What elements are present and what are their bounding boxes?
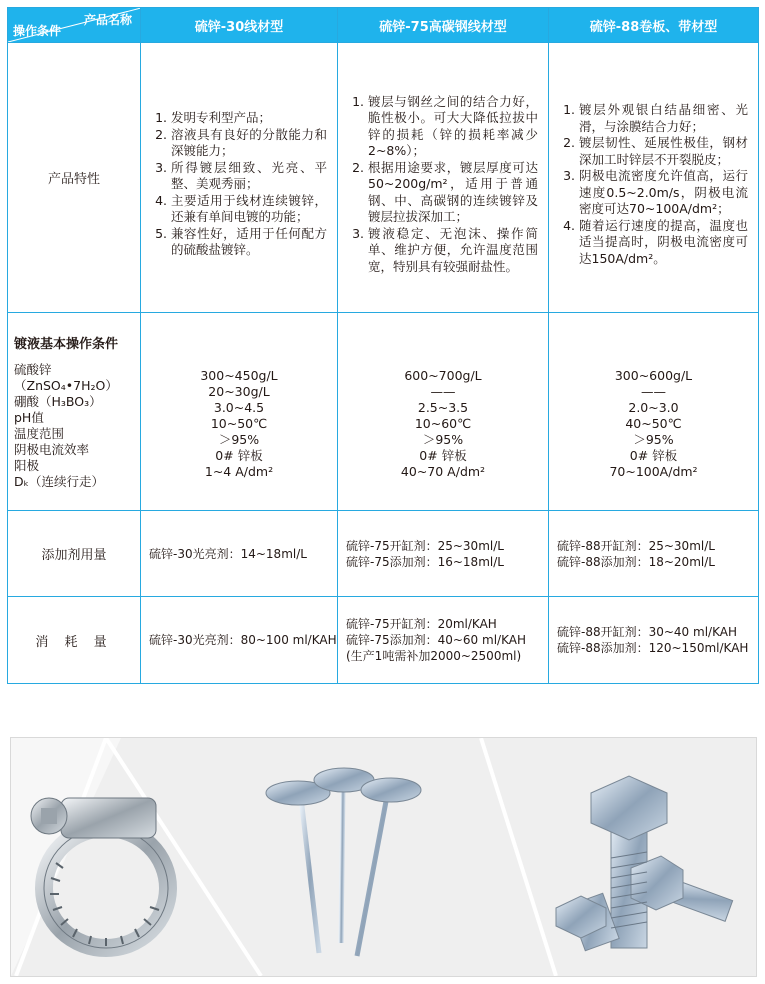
value: 0# 锌板 bbox=[419, 448, 467, 464]
consumption-label: 消 耗 量 bbox=[8, 597, 141, 684]
value: ＞95% bbox=[218, 432, 260, 448]
divider-line bbox=[481, 738, 556, 976]
additive-cell-3 bbox=[549, 510, 759, 597]
conditions-label-cell bbox=[8, 313, 141, 510]
param-boric-acid: 硼酸（H₃BO₃） bbox=[14, 393, 102, 409]
consumption-line: 硫锌-88开缸剂：30~40 ml/KAH bbox=[557, 625, 737, 640]
conditions-values-2 bbox=[338, 342, 548, 480]
list-item: 2. 溶液具有良好的分散能力和深镀能力； bbox=[155, 126, 327, 159]
additive-label: 添加剂用量 bbox=[8, 510, 141, 597]
list-item: 3. 镀液稳定、无泡沫、操作简单、维护方便，允许温度范围宽，特别具有较强耐盐性。 bbox=[352, 225, 538, 274]
value: 20~30g/L bbox=[208, 384, 270, 400]
features-cell-1 bbox=[141, 43, 338, 313]
value: 10~60℃ bbox=[414, 416, 472, 432]
list-item: 3. 所得镀层细致、光亮、平整、美观秀丽； bbox=[155, 159, 327, 192]
list-item: 2. 镀层韧性、延展性极佳，钢材深加工时锌层不开裂脱皮； bbox=[563, 135, 748, 167]
product-photo-band bbox=[10, 737, 757, 977]
conditions-cell-1 bbox=[141, 313, 338, 510]
features-list-2 bbox=[338, 94, 548, 276]
corner-header-cell bbox=[8, 8, 141, 43]
value: 3.0~4.5 bbox=[213, 400, 265, 416]
value: 70~100A/dm² bbox=[609, 464, 698, 480]
additive-line: 硫锌-30光亮剂：14~18ml/L bbox=[149, 546, 307, 561]
consumption-row bbox=[8, 597, 759, 684]
features-label: 产品特性 bbox=[8, 43, 141, 313]
param-current-density: Dₖ（连续行走） bbox=[14, 473, 104, 489]
value: 2.5~3.5 bbox=[417, 400, 469, 416]
list-item: 4. 主要适用于线材连续镀锌，还兼有单间电镀的功能； bbox=[155, 192, 327, 225]
conditions-values-1 bbox=[141, 342, 337, 480]
additive-cell-1 bbox=[141, 510, 338, 597]
list-item: 4. 随着运行速度的提高，温度也适当提高时，阴极电流密度可达150A/dm²。 bbox=[563, 217, 748, 266]
additive-line: 硫锌-88开缸剂：25~30ml/L bbox=[557, 538, 715, 553]
consumption-cell-2 bbox=[338, 597, 549, 684]
value: 2.0~3.0 bbox=[628, 400, 679, 416]
consumption-line: (生产1吨需补加2000~2500ml) bbox=[346, 649, 522, 664]
value: 600~700g/L bbox=[404, 368, 482, 384]
param-cathode-efficiency: 阴极电流效率 bbox=[14, 441, 90, 457]
conditions-title: 镀液基本操作条件 bbox=[14, 336, 119, 352]
list-item: 5. 兼容性好，适用于任何配方的硫酸盐镀锌。 bbox=[155, 225, 327, 258]
spec-table bbox=[7, 7, 759, 684]
value: 10~50℃ bbox=[210, 416, 268, 432]
value: 0# 锌板 bbox=[215, 448, 263, 464]
value: 1~4 A/dm² bbox=[204, 464, 274, 480]
conditions-cell-3 bbox=[549, 313, 759, 510]
list-item: 2. 根据用途要求，镀层厚度可达50~200g/m²，适用于普通钢、中、高碳钢的连续镀锌及镀层拉拔深加工； bbox=[352, 159, 538, 225]
consumption-cell-3 bbox=[549, 597, 759, 684]
product-header-1: 硫锌-30线材型 bbox=[141, 8, 338, 43]
list-item: 1. 镀层与钢丝之间的结合力好，脆性极小。可大大降低拉拔中锌的损耗（锌的损耗率减少2~8%）； bbox=[352, 93, 538, 159]
consumption-line: 硫锌-88添加剂：120~150ml/KAH bbox=[557, 641, 749, 656]
features-cell-2 bbox=[338, 43, 549, 313]
additive-row bbox=[8, 510, 759, 597]
consumption-line: 硫锌-30光亮剂：80~100 ml/KAH bbox=[149, 633, 337, 648]
value: ＞95% bbox=[633, 432, 674, 448]
consumption-line: 硫锌-75添加剂：40~60 ml/KAH bbox=[346, 633, 526, 648]
value: 40~70 A/dm² bbox=[400, 464, 486, 480]
consumption-cell-1 bbox=[141, 597, 338, 684]
conditions-label: 操作条件 bbox=[13, 24, 62, 39]
features-list-1 bbox=[141, 110, 337, 259]
value: ＞95% bbox=[422, 432, 464, 448]
param-zinc-sulfate: 硫酸锌（ZnSO₄•7H₂O） bbox=[14, 361, 118, 393]
hose-clamp-image bbox=[31, 798, 168, 948]
value: —— bbox=[430, 384, 456, 400]
param-ph: pH值 bbox=[14, 409, 44, 425]
list-item: 1. 镀层外观银白结晶细密、光滑，与涂膜结合力好； bbox=[563, 102, 748, 134]
value: 300~600g/L bbox=[614, 368, 693, 384]
additive-cell-2 bbox=[338, 510, 549, 597]
conditions-values-3 bbox=[549, 342, 758, 480]
roofing-nails-image bbox=[266, 768, 421, 956]
features-list-3 bbox=[549, 102, 758, 267]
additive-line: 硫锌-88添加剂：18~20ml/L bbox=[557, 554, 715, 569]
param-temperature: 温度范围 bbox=[14, 425, 65, 441]
product-name-label: 产品名称 bbox=[83, 13, 132, 27]
conditions-row bbox=[8, 313, 759, 510]
value: 300~450g/L bbox=[200, 368, 278, 384]
hex-bolts-image bbox=[556, 776, 733, 951]
product-header-3: 硫锌-88卷板、带材型 bbox=[549, 8, 759, 43]
list-item: 1. 发明专利型产品； bbox=[155, 110, 272, 126]
consumption-line: 硫锌-75开缸剂：20ml/KAH bbox=[346, 617, 497, 632]
value: —— bbox=[641, 384, 666, 400]
param-anode: 阳极 bbox=[14, 457, 40, 473]
features-row bbox=[8, 43, 759, 313]
header-row bbox=[8, 8, 759, 43]
product-photos bbox=[11, 738, 756, 976]
additive-line: 硫锌-75开缸剂：25~30ml/L bbox=[346, 538, 504, 553]
additive-line: 硫锌-75添加剂：16~18ml/L bbox=[346, 554, 504, 569]
value: 40~50℃ bbox=[625, 416, 682, 432]
list-item: 3. 阴极电流密度允许值高，运行速度0.5~2.0m/s，阴极电流密度可达70~100A/dm²； bbox=[563, 168, 748, 217]
conditions-cell-2 bbox=[338, 313, 549, 510]
features-cell-3 bbox=[549, 43, 759, 313]
product-header-2: 硫锌-75高碳钢线材型 bbox=[338, 8, 549, 43]
conditions-params bbox=[14, 362, 140, 490]
value: 0# 锌板 bbox=[629, 448, 678, 464]
